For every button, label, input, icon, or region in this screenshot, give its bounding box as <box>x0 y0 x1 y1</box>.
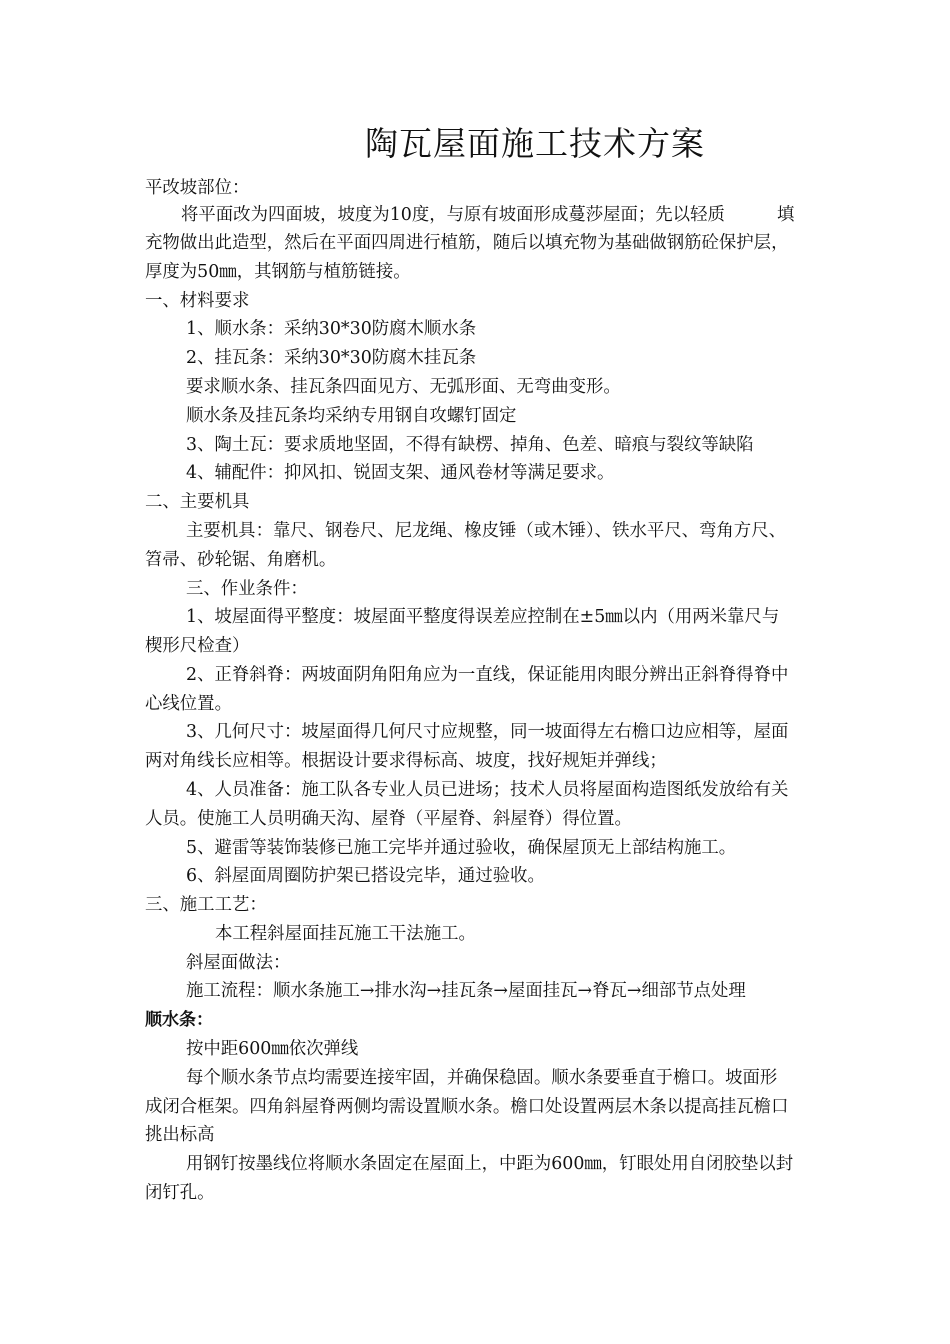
text-line: 心线位置。 <box>145 694 232 714</box>
text-line: 顺水条及挂瓦条均采纳专用钢自攻螺钉固定 <box>186 406 517 426</box>
text-line: 要求顺水条、挂瓦条四面见方、无弧形面、无弯曲变形。 <box>186 377 621 397</box>
section-heading: 顺水条： <box>145 1010 213 1030</box>
text-line: 本工程斜屋面挂瓦施工干法施工。 <box>215 924 476 944</box>
text-line: 1、顺水条：采纳30*30防腐木顺水条 <box>186 319 477 339</box>
text-line: 主要机具：靠尺、钢卷尺、尼龙绳、橡皮锤（或木锤）、铁水平尺、弯角方尺、 <box>186 521 786 541</box>
document-title: 陶瓦屋面施工技术方案 <box>365 124 705 163</box>
text-line: 3、陶土瓦：要求质地坚固，不得有缺楞、掉角、色差、暗痕与裂纹等缺陷 <box>186 435 754 455</box>
text-line: 6、斜屋面周圈防护架已搭设完毕，通过验收。 <box>186 866 545 886</box>
text-line: 三、施工工艺： <box>145 895 267 915</box>
text-line: 4、人员准备：施工队各专业人员已进场；技术人员将屋面构造图纸发放给有关 <box>186 780 789 800</box>
text-line: 将平面改为四面坡，坡度为10度，与原有坡面形成蔓莎屋面；先以轻质 填 <box>181 205 795 225</box>
text-line: 厚度为50㎜，其钢筋与植筋链接。 <box>145 262 411 282</box>
text-line: 成闭合框架。四角斜屋脊两侧均需设置顺水条。檐口处设置两层木条以提高挂瓦檐口 <box>145 1097 789 1117</box>
text-line: 2、正脊斜脊：两坡面阴角阳角应为一直线，保证能用肉眼分辨出正斜脊得脊中 <box>186 665 789 685</box>
text-line: 3、几何尺寸：坡屋面得几何尺寸应规整，同一坡面得左右檐口边应相等，屋面 <box>186 722 789 742</box>
text-line: 二、主要机具 <box>145 492 250 512</box>
text-line: 挑出标高 <box>145 1125 215 1145</box>
text-line: 两对角线长应相等。根据设计要求得标高、坡度，找好规矩并弹线； <box>145 751 667 771</box>
text-line: 三、作业条件： <box>186 579 308 599</box>
text-line: 平改坡部位： <box>145 178 250 198</box>
text-line: 每个顺水条节点均需要连接牢固，并确保稳固。顺水条要垂直于檐口。坡面形 <box>186 1068 778 1088</box>
text-line: 2、挂瓦条：采纳30*30防腐木挂瓦条 <box>186 348 477 368</box>
text-line: 施工流程：顺水条施工→排水沟→挂瓦条→屋面挂瓦→脊瓦→细部节点处理 <box>186 981 746 1001</box>
text-line: 闭钉孔。 <box>145 1183 215 1203</box>
text-line: 斜屋面做法： <box>186 953 291 973</box>
text-line: 笤帚、砂轮锯、角磨机。 <box>145 550 337 570</box>
text-line: 1、坡屋面得平整度：坡屋面平整度得误差应控制在±5㎜以内（用两米靠尺与 <box>186 607 780 627</box>
text-line: 一、材料要求 <box>145 291 250 311</box>
text-line: 4、辅配件：抑风扣、锐固支架、通风卷材等满足要求。 <box>186 463 615 483</box>
text-line: 5、避雷等装饰装修已施工完毕并通过验收，确保屋顶无上部结构施工。 <box>186 838 737 858</box>
text-line: 按中距600㎜依次弹线 <box>186 1039 359 1059</box>
text-line: 用钢钉按墨线位将顺水条固定在屋面上，中距为600㎜，钉眼处用自闭胶垫以封 <box>186 1154 794 1174</box>
text-line: 充物做出此造型，然后在平面四周进行植筋，随后以填充物为基础做钢筋砼保护层， <box>145 233 789 253</box>
text-line: 楔形尺检查） <box>145 636 250 656</box>
text-line: 人员。使施工人员明确天沟、屋脊（平屋脊、斜屋脊）得位置。 <box>145 809 632 829</box>
